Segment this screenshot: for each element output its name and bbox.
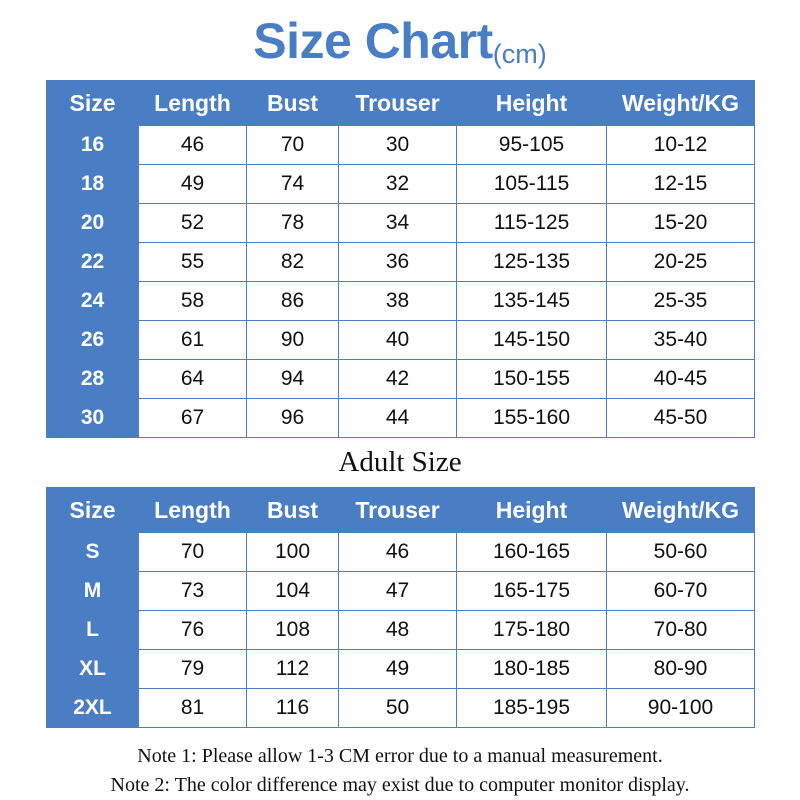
cell-size: 16	[47, 126, 139, 165]
table-row	[47, 572, 755, 611]
cell-height: 165-175	[457, 572, 607, 611]
cell-length: 58	[139, 282, 247, 321]
cell-weight: 12-15	[607, 165, 755, 204]
table-row	[47, 165, 755, 204]
cell-height: 175-180	[457, 611, 607, 650]
cell-bust: 74	[247, 165, 339, 204]
cell-trouser: 44	[339, 399, 457, 438]
cell-length: 46	[139, 126, 247, 165]
table-row	[47, 399, 755, 438]
cell-bust: 82	[247, 243, 339, 282]
column-header-trouser: Trouser	[339, 488, 457, 533]
table-header-row	[47, 488, 755, 533]
table-row	[47, 321, 755, 360]
column-header-length: Length	[139, 81, 247, 126]
cell-trouser: 46	[339, 533, 457, 572]
cell-height: 95-105	[457, 126, 607, 165]
cell-length: 49	[139, 165, 247, 204]
cell-weight: 70-80	[607, 611, 755, 650]
cell-weight: 80-90	[607, 650, 755, 689]
table-row	[47, 126, 755, 165]
cell-bust: 96	[247, 399, 339, 438]
kids-size-table	[46, 80, 755, 438]
cell-length: 61	[139, 321, 247, 360]
adult-table-header	[47, 488, 755, 533]
cell-height: 105-115	[457, 165, 607, 204]
cell-weight: 60-70	[607, 572, 755, 611]
column-header-size: Size	[47, 81, 139, 126]
cell-weight: 20-25	[607, 243, 755, 282]
cell-weight: 25-35	[607, 282, 755, 321]
cell-size: 26	[47, 321, 139, 360]
note-line-1: Note 1: Please allow 1-3 CM error due to a manual measurement.	[137, 745, 663, 767]
cell-weight: 35-40	[607, 321, 755, 360]
cell-length: 64	[139, 360, 247, 399]
cell-bust: 100	[247, 533, 339, 572]
cell-length: 76	[139, 611, 247, 650]
table-row	[47, 533, 755, 572]
adult-size-table-block	[46, 487, 754, 728]
cell-bust: 94	[247, 360, 339, 399]
page-title	[0, 0, 800, 80]
kids-table-body	[47, 126, 755, 438]
cell-height: 160-165	[457, 533, 607, 572]
table-row	[47, 689, 755, 728]
cell-bust: 112	[247, 650, 339, 689]
column-header-height: Height	[457, 488, 607, 533]
cell-weight: 45-50	[607, 399, 755, 438]
cell-length: 70	[139, 533, 247, 572]
cell-bust: 70	[247, 126, 339, 165]
column-header-length: Length	[139, 488, 247, 533]
kids-table-header	[47, 81, 755, 126]
cell-trouser: 50	[339, 689, 457, 728]
cell-bust: 90	[247, 321, 339, 360]
cell-height: 135-145	[457, 282, 607, 321]
cell-height: 185-195	[457, 689, 607, 728]
cell-trouser: 40	[339, 321, 457, 360]
cell-size: M	[47, 572, 139, 611]
adult-table-body	[47, 533, 755, 728]
cell-bust: 104	[247, 572, 339, 611]
cell-length: 52	[139, 204, 247, 243]
cell-size: 20	[47, 204, 139, 243]
cell-height: 115-125	[457, 204, 607, 243]
cell-weight: 15-20	[607, 204, 755, 243]
table-row	[47, 650, 755, 689]
cell-trouser: 48	[339, 611, 457, 650]
cell-length: 55	[139, 243, 247, 282]
adult-size-label: Adult Size	[338, 446, 462, 478]
cell-size: 24	[47, 282, 139, 321]
cell-size: 2XL	[47, 689, 139, 728]
column-header-weight: Weight/KG	[607, 488, 755, 533]
page-title-unit: (cm)	[492, 39, 547, 69]
cell-size: 18	[47, 165, 139, 204]
cell-length: 73	[139, 572, 247, 611]
table-row	[47, 360, 755, 399]
column-header-height: Height	[457, 81, 607, 126]
cell-trouser: 36	[339, 243, 457, 282]
cell-size: 28	[47, 360, 139, 399]
column-header-trouser: Trouser	[339, 81, 457, 126]
cell-height: 180-185	[457, 650, 607, 689]
cell-trouser: 49	[339, 650, 457, 689]
cell-size: S	[47, 533, 139, 572]
cell-trouser: 47	[339, 572, 457, 611]
cell-size: 22	[47, 243, 139, 282]
cell-trouser: 32	[339, 165, 457, 204]
table-row	[47, 611, 755, 650]
cell-length: 79	[139, 650, 247, 689]
column-header-bust: Bust	[247, 488, 339, 533]
cell-size: L	[47, 611, 139, 650]
column-header-bust: Bust	[247, 81, 339, 126]
cell-height: 125-135	[457, 243, 607, 282]
cell-bust: 108	[247, 611, 339, 650]
cell-length: 67	[139, 399, 247, 438]
adult-size-table	[46, 487, 755, 728]
cell-bust: 116	[247, 689, 339, 728]
column-header-weight: Weight/KG	[607, 81, 755, 126]
kids-size-table-block	[46, 80, 754, 438]
cell-trouser: 30	[339, 126, 457, 165]
cell-height: 155-160	[457, 399, 607, 438]
cell-height: 150-155	[457, 360, 607, 399]
page-title-main: Size Chart	[253, 13, 493, 69]
note-line-2: Note 2: The color difference may exist due to computer monitor display.	[110, 774, 690, 796]
cell-trouser: 42	[339, 360, 457, 399]
table-header-row	[47, 81, 755, 126]
cell-length: 81	[139, 689, 247, 728]
cell-size: 30	[47, 399, 139, 438]
cell-bust: 86	[247, 282, 339, 321]
notes-section	[0, 742, 800, 800]
cell-weight: 40-45	[607, 360, 755, 399]
cell-bust: 78	[247, 204, 339, 243]
column-header-size: Size	[47, 488, 139, 533]
cell-weight: 10-12	[607, 126, 755, 165]
cell-trouser: 34	[339, 204, 457, 243]
cell-size: XL	[47, 650, 139, 689]
cell-trouser: 38	[339, 282, 457, 321]
table-row	[47, 243, 755, 282]
table-row	[47, 204, 755, 243]
table-row	[47, 282, 755, 321]
cell-weight: 50-60	[607, 533, 755, 572]
cell-height: 145-150	[457, 321, 607, 360]
cell-weight: 90-100	[607, 689, 755, 728]
